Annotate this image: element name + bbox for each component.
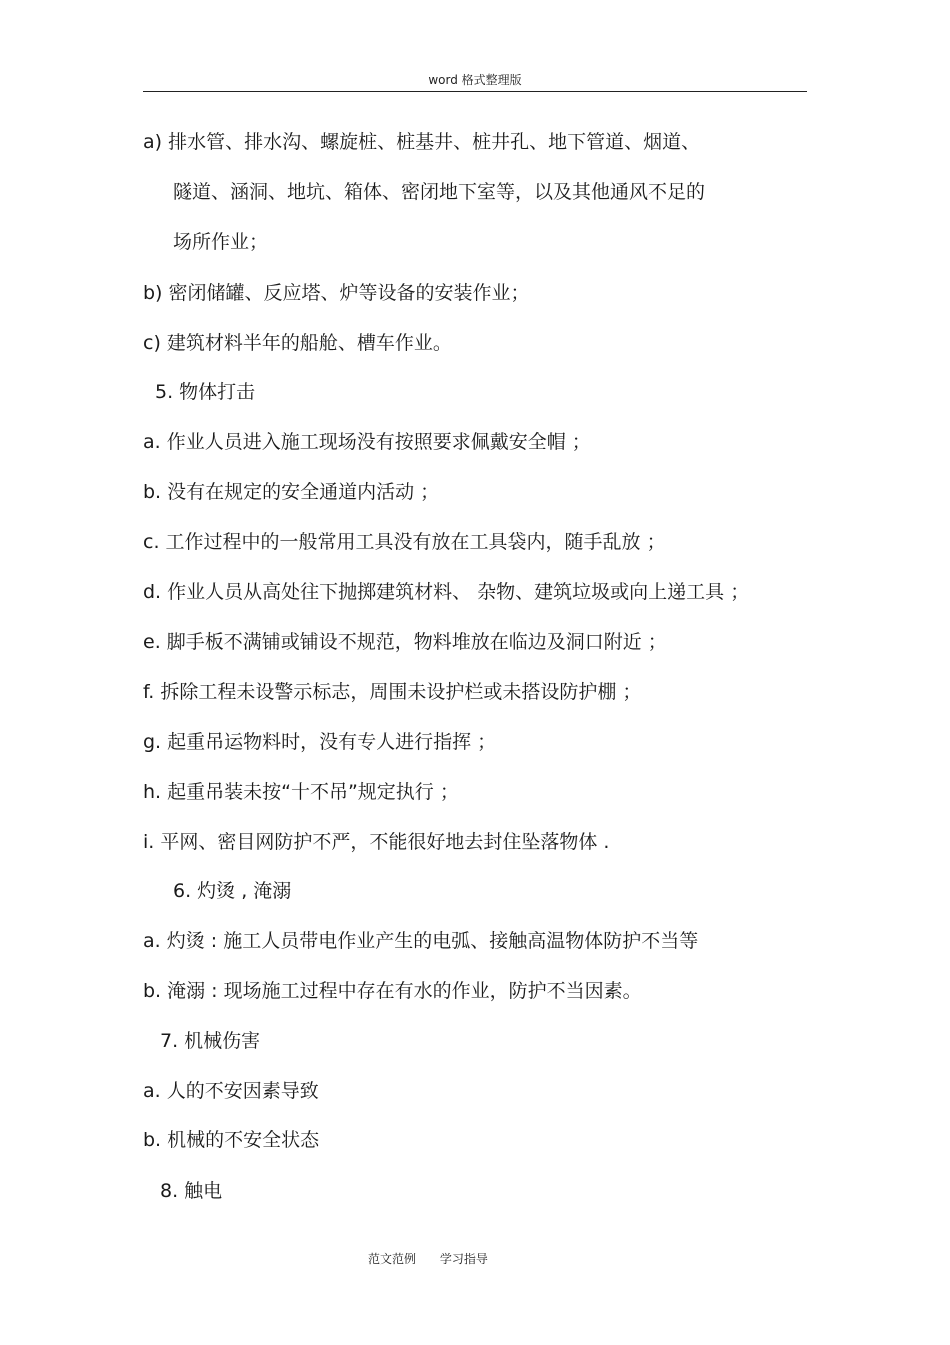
page-header: word 格式整理版 (428, 73, 522, 87)
text-line: a. 作业人员进入施工现场没有按照要求佩戴安全帽 ； (143, 431, 591, 453)
text-line: b) 密闭储罐、反应塔、炉等设备的安装作业； (143, 282, 530, 304)
footer-right-text: 学习指导 (439, 1252, 488, 1266)
header-divider (143, 91, 807, 92)
text-line: g. 起重吊运物料时，没有专人进行指挥 ； (143, 731, 497, 753)
text-line: b. 没有在规定的安全通道内活动 ； (143, 481, 440, 503)
text-line: c) 建筑材料半年的船舱、槽车作业。 (143, 332, 452, 354)
text-line: b. 机械的不安全状态 (143, 1129, 320, 1151)
page-footer (368, 1250, 488, 1267)
text-line: 5. 物体打击 (155, 381, 256, 403)
text-line: f. 拆除工程未设警示标志，周围未设护栏或未搭设防护棚 ； (143, 681, 642, 703)
text-line: e. 脚手板不满铺或铺设不规范，物料堆放在临边及洞口附近 ； (143, 631, 667, 653)
text-line: c. 工作过程中的一般常用工具没有放在工具袋内，随手乱放 ； (143, 531, 666, 553)
text-line: 8. 触电 (160, 1180, 223, 1202)
text-line: b. 淹溺 : 现场施工过程中存在有水的作业，防护不当因素。 (143, 980, 642, 1002)
text-line: i. 平网、密目网防护不严，不能很好地去封住坠落物体 . (143, 831, 610, 853)
text-line: a. 人的不安因素导致 (143, 1080, 319, 1102)
text-line: a. 灼烫 : 施工人员带电作业产生的电弧、接触高温物体防护不当等 (143, 930, 699, 952)
text-line: d. 作业人员从高处往下抛掷建筑材料、 杂物、建筑垃圾或向上递工具 ； (143, 581, 750, 603)
text-line: 7. 机械伤害 (160, 1030, 261, 1052)
footer-left-text: 范文范例 (368, 1252, 417, 1266)
text-line: a) 排水管、排水沟、螺旋桩、桩基井、桩井孔、地下管道、烟道、 (143, 131, 701, 153)
text-line: 场所作业； (173, 231, 269, 253)
text-line: 隧道、涵洞、地坑、箱体、密闭地下室等，以及其他通风不足的 (173, 181, 706, 203)
text-line: 6. 灼烫 , 淹溺 (173, 880, 292, 902)
text-line: h. 起重吊装未按“十不吊”规定执行 ； (143, 781, 459, 803)
